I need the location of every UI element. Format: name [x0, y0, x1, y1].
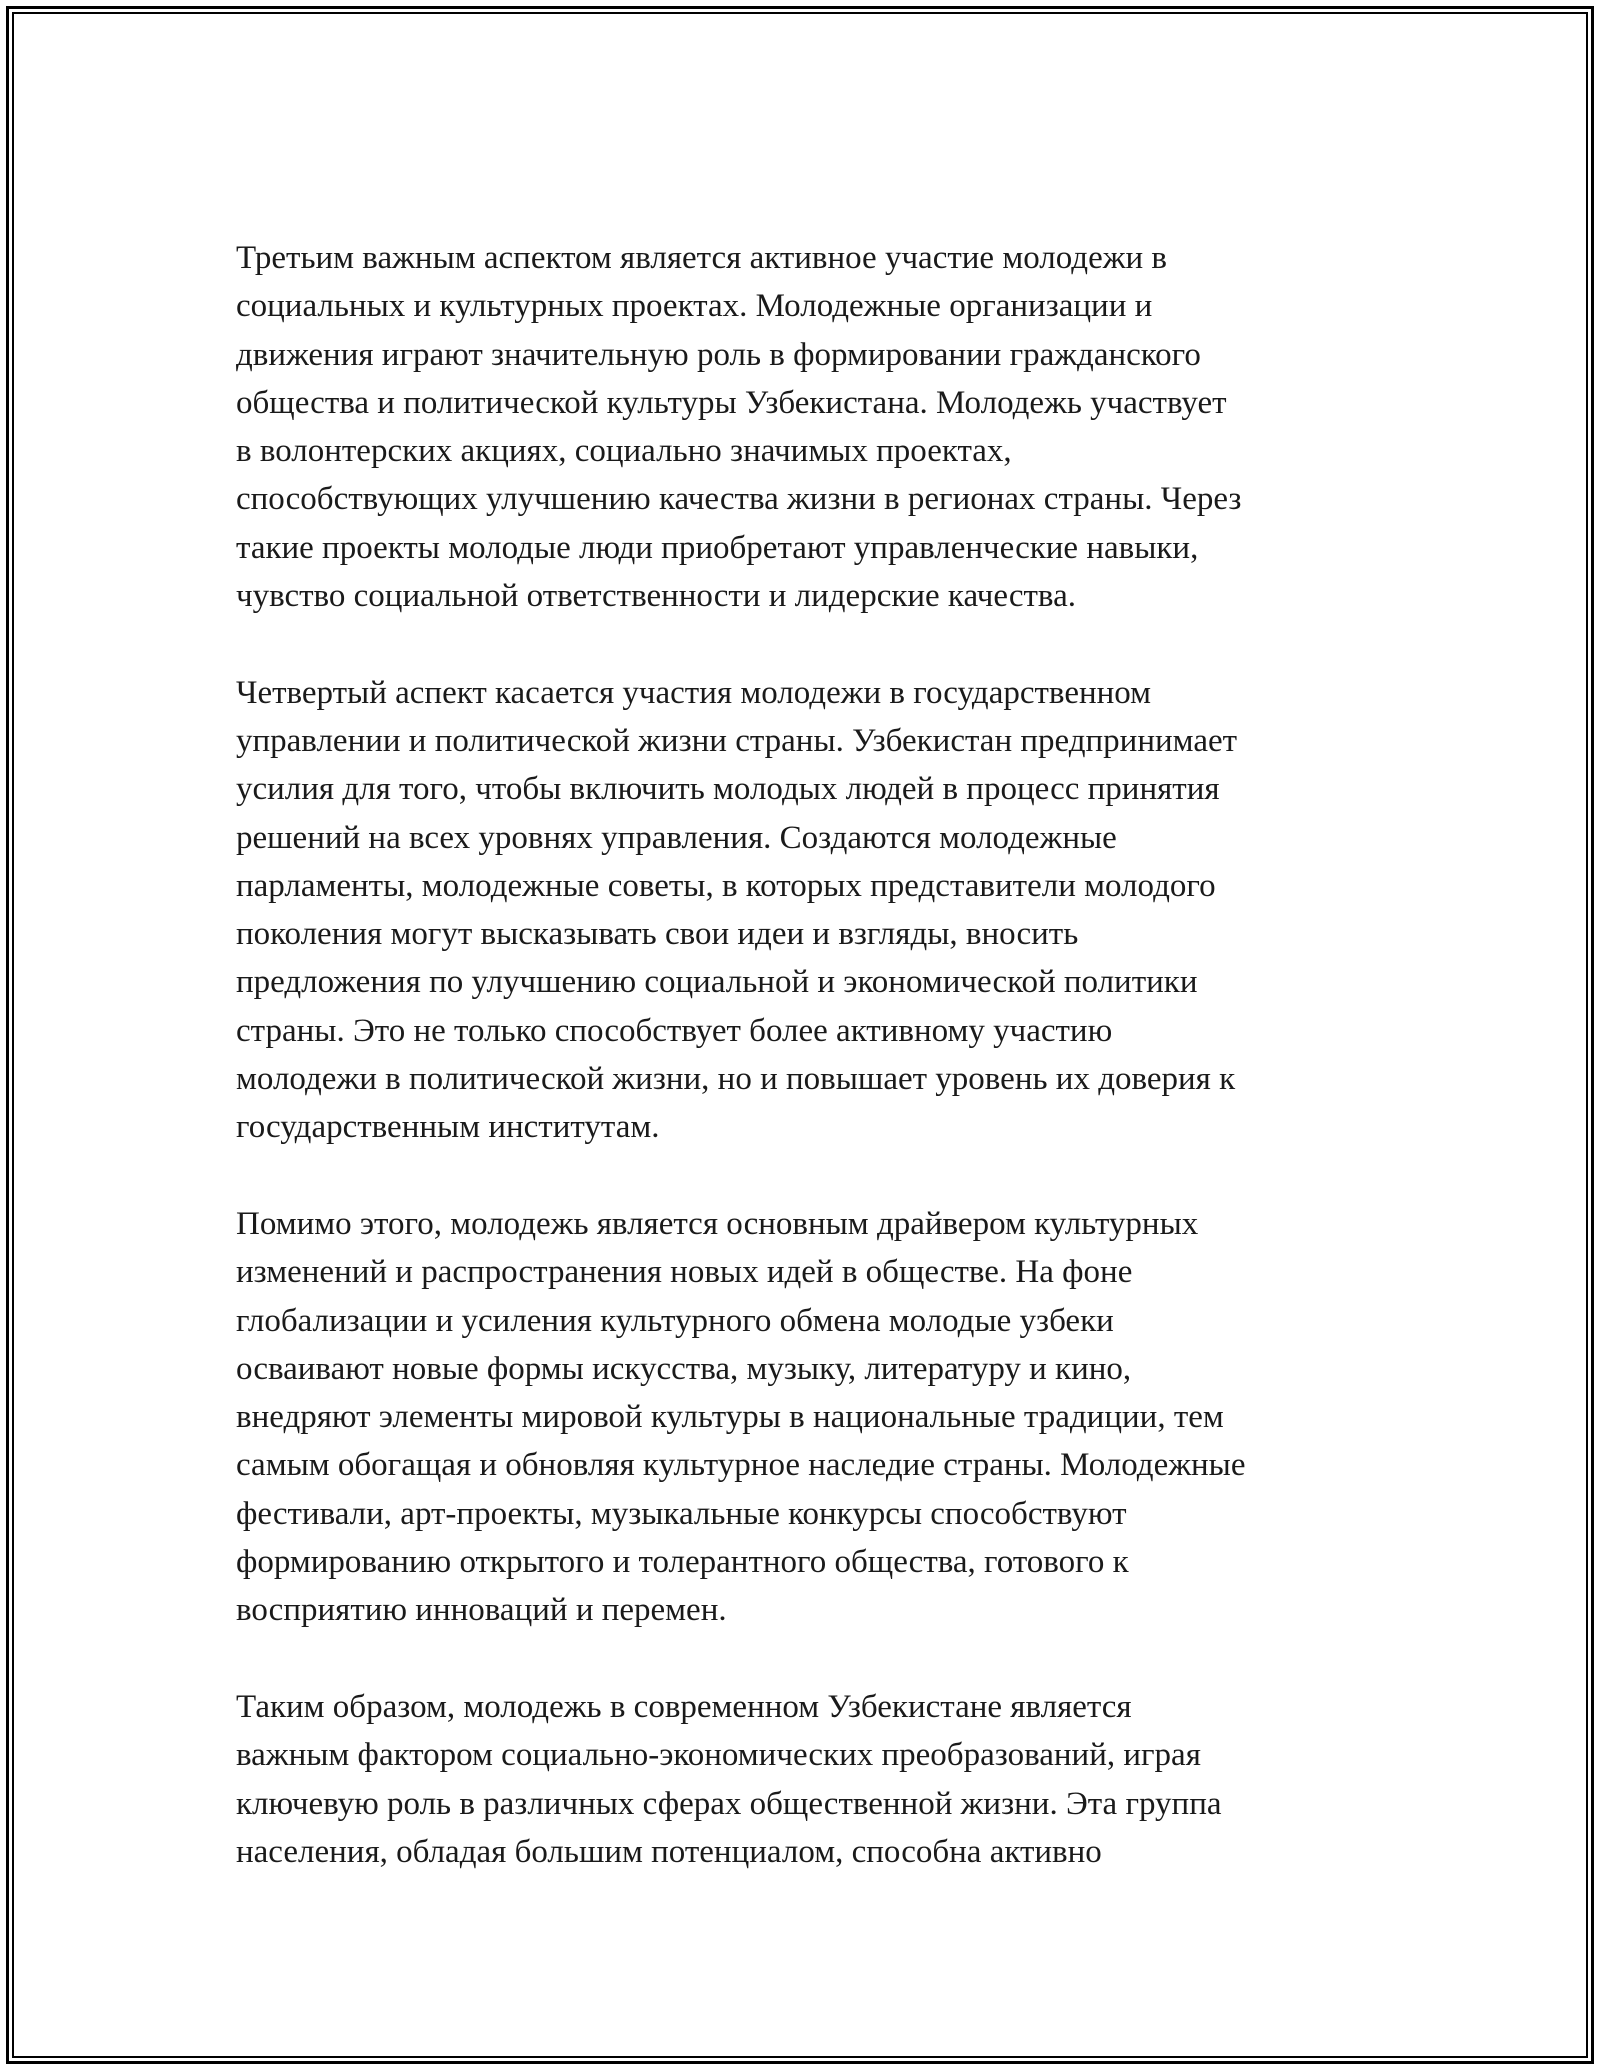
- paragraph-state-governance: [236, 669, 1376, 1152]
- text-line: государственным институтам.: [236, 1109, 660, 1146]
- text-line: Третьим важным аспектом является активное участие молодежи в: [236, 240, 1168, 276]
- text-line: движения играют значительную роль в формировании гражданского: [236, 336, 1201, 373]
- document-body: [236, 234, 1376, 1924]
- text-line: Четвертый аспект касается участия молодежи в государственном: [236, 674, 1152, 711]
- text-line: поколения могут высказывать свои идеи и взгляды, вносить: [236, 916, 1079, 953]
- text-line: предложения по улучшению социальной и экономической политики: [236, 964, 1198, 1001]
- text-line: такие проекты молодые люди приобретают управленческие навыки,: [236, 529, 1199, 566]
- text-line: парламенты, молодежные советы, в которых представители молодого: [236, 867, 1216, 904]
- paragraph-conclusion: [236, 1683, 1376, 1876]
- text-line: осваивают новые формы искусства, музыку, литературу и кино,: [236, 1350, 1132, 1387]
- text-line: управлении и политической жизни страны. Узбекистан предпринимает: [236, 722, 1238, 759]
- text-line: Помимо этого, молодежь является основным драйвером культурных: [236, 1205, 1199, 1242]
- text-line: Таким образом, молодежь в современном Узбекистане является: [236, 1688, 1132, 1725]
- text-line: формированию открытого и толерантного общества, готового к: [236, 1544, 1129, 1581]
- text-line: восприятию инноваций и перемен.: [236, 1592, 727, 1629]
- text-line: решений на всех уровнях управления. Создаются молодежные: [236, 819, 1117, 856]
- text-line: изменений и распространения новых идей в обществе. На фоне: [236, 1254, 1133, 1291]
- paragraph-youth-projects: [236, 234, 1376, 620]
- text-line: самым обогащая и обновляя культурное наследие страны. Молодежные: [236, 1447, 1246, 1484]
- text-line: населения, обладая большим потенциалом, способна активно: [236, 1833, 1102, 1870]
- text-line: важным фактором социально-экономических преобразований, играя: [236, 1737, 1201, 1774]
- text-line: способствующих улучшению качества жизни в регионах страны. Через: [236, 481, 1242, 518]
- text-line: общества и политической культуры Узбекистана. Молодежь участвует: [236, 384, 1227, 421]
- text-line: в волонтерских акциях, социально значимых проектах,: [236, 433, 1012, 470]
- text-line: ключевую роль в различных сферах общественной жизни. Эта группа: [236, 1785, 1222, 1822]
- text-line: усилия для того, чтобы включить молодых людей в процесс принятия: [236, 771, 1220, 808]
- paragraph-cultural-change: [236, 1200, 1376, 1635]
- text-line: фестивали, арт-проекты, музыкальные конкурсы способствуют: [236, 1495, 1127, 1532]
- text-line: страны. Это не только способствует более активному участию: [236, 1012, 1113, 1049]
- text-line: глобализации и усиления культурного обмена молодые узбеки: [236, 1302, 1114, 1339]
- text-line: молодежи в политической жизни, но и повышает уровень их доверия к: [236, 1061, 1236, 1098]
- text-line: внедряют элементы мировой культуры в национальные традиции, тем: [236, 1399, 1224, 1436]
- text-line: чувство социальной ответственности и лидерские качества.: [236, 578, 1076, 615]
- text-line: социальных и культурных проектах. Молодежные организации и: [236, 288, 1153, 325]
